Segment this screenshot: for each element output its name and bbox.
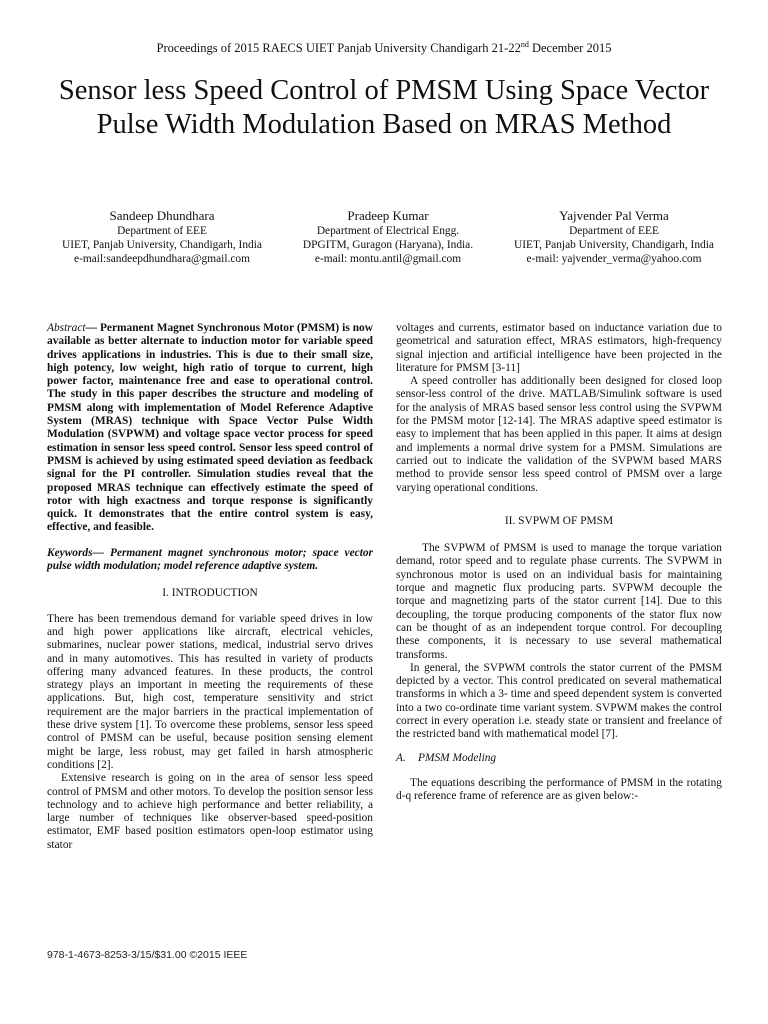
author-dept: Department of Electrical Engg. (316, 225, 460, 237)
abstract-label: Abstract (47, 322, 86, 334)
subsection-number: A. (396, 751, 406, 764)
author-dept: Department of EEE (117, 225, 207, 237)
author-block (52, 207, 724, 266)
author-dept: Department of EEE (569, 225, 659, 237)
author-email[interactable]: e-mail:sandeepdhundhara@gmail.com (74, 253, 250, 265)
svpwm-paragraph-2: In general, the SVPWM controls the stator current of the PMSM depicted by a vector. This control predicated on several mathematical transforms in which a 3- time and speed dependent system is converted into a two co-ordinate time variant system. SVPWM makes the control correct in every operation i.e. steady state or transient and freelance of the restricted band with mathematical model [7]. (396, 661, 722, 741)
author-name: Pradeep Kumar (347, 208, 429, 223)
intro-paragraph-3: voltages and currents, estimator based on inductance variation due to geometrical and saturation effect, MRAS estimators, high-frequency signal injection and artificial intelligence have been projected in the literature for PMSM [3-11] (396, 322, 722, 374)
author-3 (504, 207, 724, 266)
author-1 (52, 207, 272, 266)
intro-paragraph-2: Extensive research is going on in the area of sensor less speed control of PMSM and other motors. To develop the position sensor less technology and to achieve high performance and better reliability, a large number of techniques like observer-based speed-position estimator, EMF based position estimators open-loop estimator using stator (47, 772, 373, 851)
header-text: Proceedings of 2015 RAECS UIET Panjab University Chandigarh 21-22 (156, 41, 521, 56)
author-email[interactable]: e-mail: montu.antil@gmail.com (314, 253, 462, 265)
header-text-end: December 2015 (528, 41, 612, 56)
author-affil: DPGITM, Guragon (Haryana), India. (302, 239, 474, 251)
keywords (47, 547, 373, 574)
right-column (396, 322, 722, 804)
keywords-text: Permanent magnet synchronous motor; space vector pulse width modulation; model reference adaptive system. (47, 546, 373, 573)
author-name: Yajvender Pal Verma (559, 208, 669, 223)
section-heading-svpwm: II. SVPWM OF PMSM (504, 514, 614, 527)
modeling-paragraph: The equations describing the performance of PMSM in the rotating d-q reference frame of reference are as given below:- (396, 776, 722, 803)
svpwm-paragraph-1: The SVPWM of PMSM is used to manage the torque variation demand, rotor speed and to regulate phase currents. The SVPWM in synchronous motor is used on an individual basis for maintaining torque and magnetic flux producing parts. SVPWM decouple the torque and magnetizing parts of the stator current [14]. Due to this decoupling, the torque producing components of the stator flux now can be thought of as an independent torque control. For decoupling these components, it is necessary to use several mathematical transforms. (396, 542, 722, 661)
copyright-footer: 978-1-4673-8253-3/15/$31.00 ©2015 IEEE (47, 949, 248, 961)
author-name: Sandeep Dhundhara (109, 208, 215, 223)
proceedings-header (0, 40, 768, 56)
subsection-heading (396, 752, 722, 765)
header-sup: nd (520, 40, 529, 49)
section-heading-introduction: I. INTRODUCTION (162, 587, 258, 600)
keywords-label: Keywords— (47, 546, 110, 559)
abstract (47, 322, 373, 535)
intro-paragraph-1: There has been tremendous demand for variable speed drives in low and high power applications like aircraft, electrical vehicles, submarines, nuclear power stations, medical, industrial servo drives and in many automotives. This has resulted in variety of products offering many advanced features. In these products, the control strategy plays an important in meeting the requirements of these applications. But, high cost, temperature sensitivity and strict requirement are the major barriers in the practical implementation of these drive system [1]. To overcome these problems, sensor less speed control of PMSM can be useful, because position sensing element might be large, less robust, may get failed in harsh atmospheric conditions [2]. (47, 612, 373, 771)
author-affil: UIET, Panjab University, Chandigarh, India (514, 239, 714, 251)
abstract-dash: — (85, 322, 100, 334)
author-affil: UIET, Panjab University, Chandigarh, India (62, 239, 262, 251)
paper-title: Sensor less Speed Control of PMSM Using Space Vector Pulse Width Modulation Based on MRAS Method (58, 75, 710, 140)
subsection-title: PMSM Modeling (418, 751, 497, 764)
intro-paragraph-4: A speed controller has additionally been designed for closed loop sensor-less control of the drive. MATLAB/Simulink software is used for the analysis of MRAS based sensor less control using the SVPWM for the PMSM motor [12-14]. The MRAS adaptive speed estimator is easy to implement that has been applied in this paper. It aims at design and implements a normal drive system for a PMSM. Simulations are carried out to indicate the validation of the SVPWM based MARS method to provide sensor less speed control of PMSM over a large varying operational conditions. (396, 375, 722, 494)
abstract-text: Permanent Magnet Synchronous Motor (PMSM) is now available as better alternate to induction motor for variable speed drives applications in industries. This is due to their small size, high potency, low weight, high ratio of torque to current, high power factor, maintenance free and ease to operational control. The study in this paper describes the structure and modeling of PMSM along with implementation of Model Reference Adaptive System (MRAS) technique with Space Vector Pulse Width Modulation (SVPWM) and voltage space vector process for speed estimation in sensor less speed control. Sensor less speed control of PMSM is achieved by using estimated speed deviation as feedback signal for the PI controller. Simulation studies reveal that the proposed MRAS technique can effectively estimate the speed of rotor with high exactness and torque response is significantly quick. It demonstrates that the entire control system is easy, effective, and feasible. (47, 322, 373, 534)
author-2 (278, 207, 498, 266)
left-column (47, 322, 373, 852)
author-email[interactable]: e-mail: yajvender_verma@yahoo.com (526, 253, 702, 265)
